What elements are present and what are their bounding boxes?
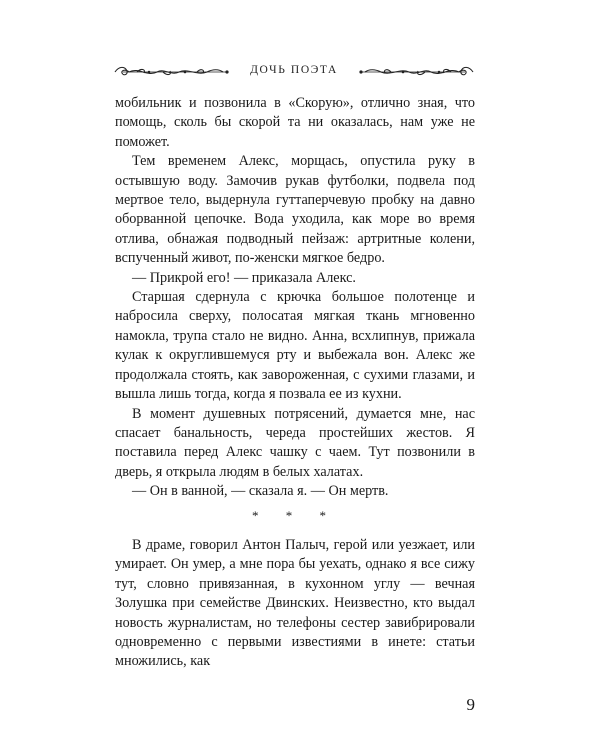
paragraph: В драме, говорил Антон Палыч, герой или уезжает, или умирает. Он умер, а мне пора бы уехать, однако я все сижу тут, словно привязанная, в кухонном углу — вечная Золушка при семействе Двинских. Неизвестно, кто выдал новость журналистам, но телефоны сестер завибрировали одновременно с первыми известиями в инете: статьи множились, как [115, 537, 475, 670]
paragraph: В момент душевных потрясений, думается мне, нас спасает банальность, череда простейших жестов. Я поставила перед Алекс чашку с чаем. Тут позвонили в дверь, я открыла людям в белых халатах. [115, 405, 475, 480]
main-text [115, 94, 475, 502]
paragraph: Старшая сдернула с крючка большое полотенце и набросила сверху, полосатая мягкая ткань мгновенно намокла, трупа стало не видно. Анна, всхлипнув, прижала кулак к округлившемуся рту и выбежала вон. Алекс же продолжала стоять, как завороженная, с сухими глазами, и вышла лишь тогда, когда я позвала ее из кухни. [115, 289, 475, 403]
running-header-title: ДОЧЬ ПОЭТА [250, 64, 338, 76]
paragraph: Тем временем Алекс, морщась, опустила руку в остывшую воду. Замочив рукав футболки, подвела под мертвое тело, выдернула гуттаперчевую пробку на давно оборванной цепочке. Вода уходила, как море во время отлива, обнажая подводный пейзаж: артритные колени, вспученный живот, по-женски мягкое бедро. [115, 153, 475, 267]
page-number: 9 [466, 695, 475, 714]
section-separator: * * * [252, 508, 338, 523]
paragraph: — Он в ванной, — сказала я. — Он мертв. [132, 483, 389, 500]
paragraph: мобильник и позвонила в «Скорую», отлично зная, что помощь, сколь бы скорой та ни оказалась, нам уже не поможет. [115, 95, 475, 150]
main-text-section-2 [115, 536, 475, 672]
running-header [113, 62, 475, 82]
paragraph: — Прикрой его! — приказала Алекс. [132, 269, 356, 286]
scroll-ornament-icon [357, 65, 475, 79]
